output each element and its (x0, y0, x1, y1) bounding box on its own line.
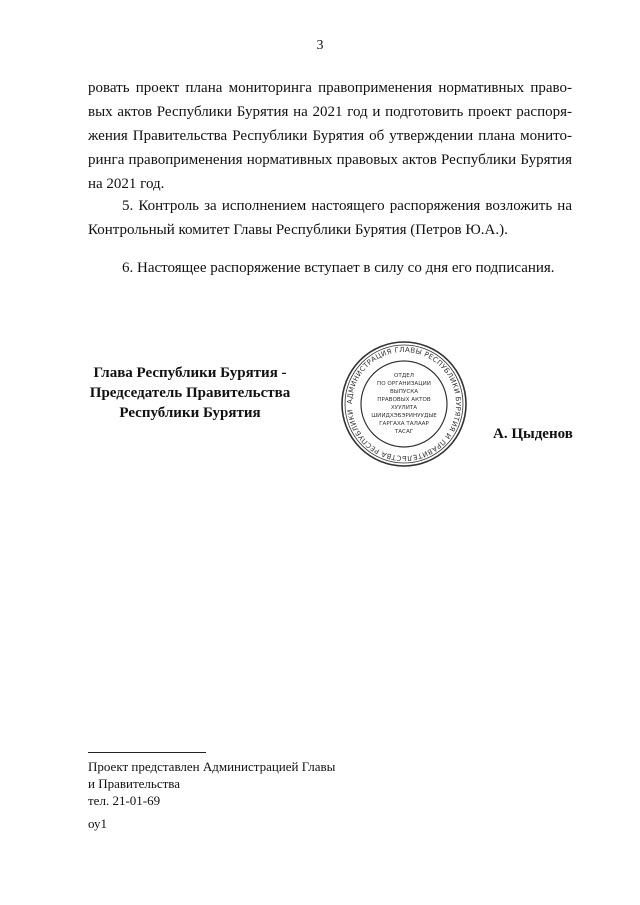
signer-name: А. Цыденов (493, 426, 573, 442)
paragraph-line: ринга правоприменения нормативных правовых актов Республики Бурятия (88, 152, 572, 168)
paragraph-line: Контрольный комитет Главы Республики Бурятия (Петров Ю.А.). (88, 222, 508, 238)
signatory-line: Председатель Правительства (89, 385, 291, 401)
signatory-title (80, 363, 300, 423)
stamp-ring-text: АДМИНИСТРАЦИЯ ГЛАВЫ РЕСПУБЛИКИ БУРЯТИЯ И ПРАВИТЕЛЬСТВА РЕСПУБЛИКИ (345, 345, 463, 463)
stamp-center-line: ХУУЛИТА (390, 405, 418, 411)
signatory-line: Республики Бурятия (119, 405, 261, 421)
paragraph-line: ровать проект плана мониторинга правоприменения нормативных право- (88, 80, 572, 96)
footer-line: и Правительства (88, 776, 181, 791)
document-code: оу1 (88, 816, 108, 831)
stamp-center-line: ШИИДХЭБЭРИНУУДЫЕ (371, 413, 437, 419)
footer-line: Проект представлен Администрацией Главы (88, 759, 336, 774)
paragraph-line: 5. Контроль за исполнением настоящего распоряжения возложить на (122, 198, 572, 214)
stamp-center-line: ОТДЕЛ (394, 373, 414, 379)
paragraph-line: жения Правительства Республики Бурятия об утверждении плана монито- (88, 128, 572, 144)
signatory-line: Глава Республики Бурятия - (93, 365, 287, 381)
stamp-center-line: ПРАВОВЫХ АКТОВ (377, 397, 431, 403)
stamp-center-line: ВЫПУСКА (389, 389, 419, 395)
footer-divider (88, 752, 206, 753)
stamp-center-line: ПО ОРГАНИЗАЦИИ (377, 381, 431, 387)
stamp-center-line: ГАРГАХА ТАЛААР (379, 421, 429, 427)
paragraph-continuation (88, 76, 572, 196)
stamp-seal-graphic (338, 340, 470, 468)
stamp-center-line: ТАСАГ (394, 429, 414, 435)
official-stamp (338, 340, 470, 468)
footer-note (88, 758, 335, 832)
footer-line: тел. 21-01-69 (88, 793, 161, 808)
paragraph-item-6 (88, 256, 572, 280)
paragraph-line: 6. Настоящее распоряжение вступает в силу со дня его подписания. (122, 260, 555, 276)
paragraph-item-5 (88, 194, 572, 242)
page-number: 3 (316, 38, 324, 53)
paragraph-line: вых актов Республики Бурятия на 2021 год и подготовить проект распоря- (88, 104, 572, 120)
paragraph-line: на 2021 год. (88, 176, 165, 192)
